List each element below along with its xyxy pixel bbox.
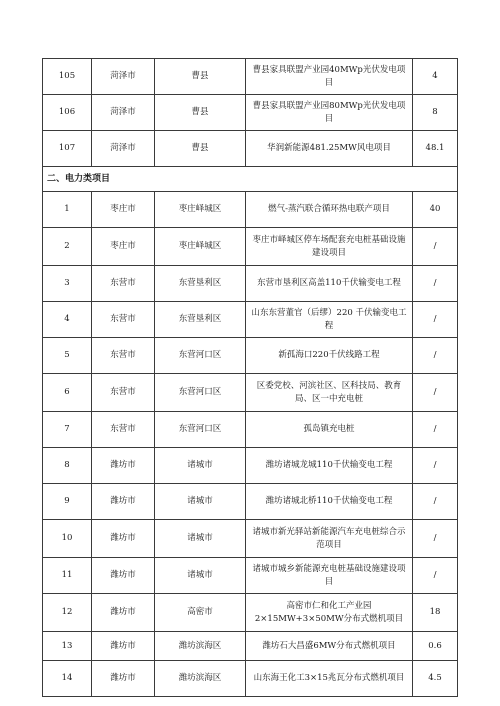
table-row: [43, 302, 458, 338]
table-row: [43, 192, 458, 228]
project-name-cell: 山东东营董官（后缪）220 千伏输变电工程: [246, 302, 413, 338]
value-cell: /: [413, 374, 458, 412]
table-row: [43, 59, 458, 95]
value-cell: 40: [413, 192, 458, 228]
city-cell: 东营市: [92, 412, 155, 448]
table-row: [43, 632, 458, 661]
county-cell: 曹县: [155, 95, 246, 131]
county-cell: 高密市: [155, 594, 246, 632]
project-name-cell: 区委党校、河滨社区、区科技局、教育局、区一中充电桩: [246, 374, 413, 412]
project-name-cell: 高密市仁和化工产业园2×15MW+3×50MW分布式燃机项目: [246, 594, 413, 632]
county-cell: 东营垦利区: [155, 266, 246, 302]
project-name-cell: 潍坊诸城北桥110千伏输变电工程: [246, 484, 413, 520]
city-cell: 东营市: [92, 266, 155, 302]
city-cell: 枣庄市: [92, 228, 155, 266]
city-cell: 潍坊市: [92, 448, 155, 484]
row-number: 106: [43, 95, 92, 131]
value-cell: /: [413, 228, 458, 266]
project-name-cell: 新孤海口220千伏线路工程: [246, 338, 413, 374]
row-number: 8: [43, 448, 92, 484]
table-row: [43, 228, 458, 266]
project-name-cell: 孤岛镇充电桩: [246, 412, 413, 448]
city-cell: 枣庄市: [92, 192, 155, 228]
city-cell: 东营市: [92, 374, 155, 412]
project-name-cell: 诸城市城乡新能源充电桩基础设施建设项目: [246, 558, 413, 594]
value-cell: /: [413, 558, 458, 594]
project-name-cell: 东营市垦利区高盖110千伏输变电工程: [246, 266, 413, 302]
city-cell: 潍坊市: [92, 484, 155, 520]
table-row: [43, 266, 458, 302]
city-cell: 潍坊市: [92, 558, 155, 594]
city-cell: 潍坊市: [92, 520, 155, 558]
project-name-cell: 潍坊石大昌盛6MW分布式燃机项目: [246, 632, 413, 661]
row-number: 13: [43, 632, 92, 661]
row-number: 3: [43, 266, 92, 302]
table-row: [43, 520, 458, 558]
value-cell: 0.6: [413, 632, 458, 661]
project-name-cell: 曹县家具联盟产业园80MWp光伏发电项目: [246, 95, 413, 131]
project-name-cell: 潍坊诸城龙城110千伏输变电工程: [246, 448, 413, 484]
row-number: 107: [43, 131, 92, 167]
value-cell: 8: [413, 95, 458, 131]
table-row: [43, 338, 458, 374]
value-cell: /: [413, 338, 458, 374]
row-number: 12: [43, 594, 92, 632]
value-cell: /: [413, 520, 458, 558]
section-title: 二、电力类项目: [43, 167, 458, 192]
project-table: [42, 58, 458, 697]
county-cell: 东营河口区: [155, 374, 246, 412]
row-number: 5: [43, 338, 92, 374]
value-cell: /: [413, 266, 458, 302]
row-number: 14: [43, 661, 92, 697]
county-cell: 东营河口区: [155, 338, 246, 374]
table-row: [43, 558, 458, 594]
table-row: [43, 95, 458, 131]
value-cell: 4.5: [413, 661, 458, 697]
county-cell: 枣庄峄城区: [155, 228, 246, 266]
city-cell: 潍坊市: [92, 632, 155, 661]
value-cell: 48.1: [413, 131, 458, 167]
county-cell: 潍坊滨海区: [155, 632, 246, 661]
county-cell: 枣庄峄城区: [155, 192, 246, 228]
project-name-cell: 枣庄市峄城区停车场配套充电桩基础设施建设项目: [246, 228, 413, 266]
project-name-cell: 山东海王化工3×15兆瓦分布式燃机项目: [246, 661, 413, 697]
row-number: 9: [43, 484, 92, 520]
value-cell: 18: [413, 594, 458, 632]
county-cell: 诸城市: [155, 484, 246, 520]
project-name-cell: 诸城市新光驿站新能源汽车充电桩综合示范项目: [246, 520, 413, 558]
value-cell: /: [413, 412, 458, 448]
row-number: 4: [43, 302, 92, 338]
county-cell: 潍坊滨海区: [155, 661, 246, 697]
county-cell: 诸城市: [155, 558, 246, 594]
county-cell: 东营河口区: [155, 412, 246, 448]
table-row: [43, 448, 458, 484]
table-row: [43, 484, 458, 520]
row-number: 105: [43, 59, 92, 95]
city-cell: 东营市: [92, 338, 155, 374]
row-number: 2: [43, 228, 92, 266]
city-cell: 菏泽市: [92, 59, 155, 95]
county-cell: 曹县: [155, 131, 246, 167]
city-cell: 菏泽市: [92, 95, 155, 131]
project-name-cell: 燃气-蒸汽联合循环热电联产项目: [246, 192, 413, 228]
row-number: 10: [43, 520, 92, 558]
row-number: 7: [43, 412, 92, 448]
project-name-cell: 曹县家具联盟产业园40MWp光伏发电项目: [246, 59, 413, 95]
city-cell: 菏泽市: [92, 131, 155, 167]
table-row: [43, 412, 458, 448]
row-number: 1: [43, 192, 92, 228]
table-row: [43, 594, 458, 632]
section-header-row: [43, 167, 458, 192]
project-name-cell: 华润新能源481.25MW风电项目: [246, 131, 413, 167]
value-cell: /: [413, 484, 458, 520]
table-row: [43, 661, 458, 697]
county-cell: 东营垦利区: [155, 302, 246, 338]
county-cell: 诸城市: [155, 520, 246, 558]
row-number: 6: [43, 374, 92, 412]
city-cell: 东营市: [92, 302, 155, 338]
table-row: [43, 131, 458, 167]
value-cell: /: [413, 302, 458, 338]
row-number: 11: [43, 558, 92, 594]
county-cell: 诸城市: [155, 448, 246, 484]
value-cell: 4: [413, 59, 458, 95]
city-cell: 潍坊市: [92, 661, 155, 697]
city-cell: 潍坊市: [92, 594, 155, 632]
county-cell: 曹县: [155, 59, 246, 95]
value-cell: /: [413, 448, 458, 484]
table-row: [43, 374, 458, 412]
